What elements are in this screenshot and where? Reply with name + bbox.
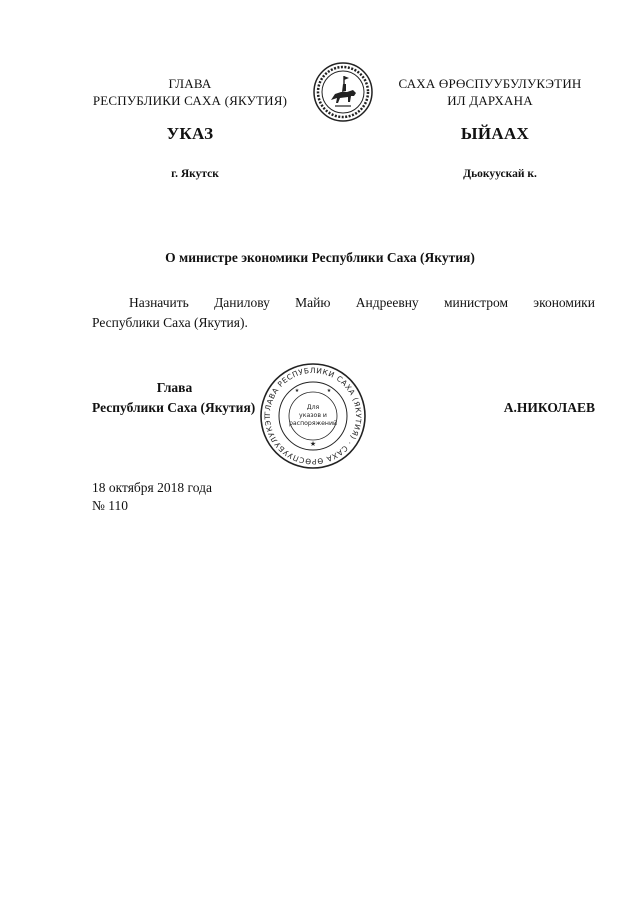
city-ru: г. Якутск <box>171 168 219 180</box>
header-left-line1: ГЛАВА <box>168 76 212 91</box>
stamp-center-line1: Для <box>306 404 320 411</box>
coat-of-arms-emblem <box>313 62 373 122</box>
emblem-icon <box>313 62 373 122</box>
official-stamp <box>259 362 367 470</box>
header-right-line2: ИЛ ДАРХАНА <box>447 93 533 108</box>
stamp-star-icon: ★ <box>309 440 317 448</box>
document-number: № 110 <box>92 498 129 513</box>
header-right <box>385 75 595 109</box>
document-title: О министре экономики Республики Саха (Якутия) <box>165 250 475 265</box>
body-word: экономики <box>533 295 595 310</box>
body-word: Андреевну <box>355 295 419 310</box>
stamp-center-line2: указов и <box>299 412 327 419</box>
signature-position-line2: Республики Саха (Якутия) <box>92 400 256 415</box>
body-line2: Республики Саха (Якутия). <box>92 315 248 330</box>
header-left-line2: РЕСПУБЛИКИ САХА (ЯКУТИЯ) <box>92 93 288 108</box>
city-sah: Дьокуускай к. <box>463 168 537 180</box>
document-date: 18 октября 2018 года <box>92 480 212 495</box>
body-word: Назначить <box>129 295 189 310</box>
stamp-seal-icon <box>259 362 367 470</box>
doc-type-ru: УКАЗ <box>166 124 214 143</box>
stamp-star-icon: ★ <box>326 388 332 394</box>
body-word: министром <box>443 295 509 310</box>
body-word: Данилову <box>214 295 270 310</box>
body-paragraph <box>92 293 595 333</box>
signatory-name: А.НИКОЛАЕВ <box>503 400 595 415</box>
header-left <box>80 75 300 109</box>
doc-type-sah: ЫЙААХ <box>460 124 530 143</box>
signature-position-line1: Глава <box>156 380 193 395</box>
body-word: Майю <box>295 295 331 310</box>
body-line1 <box>92 293 595 313</box>
stamp-star-icon: ★ <box>294 388 300 394</box>
stamp-center-line3: распоряжений <box>288 420 338 427</box>
header-right-line1: САХА ӨРӨСПУУБУЛУКЭТИН <box>398 76 582 91</box>
stamp-ring-text: ГЛАВА РЕСПУБЛИКИ САХА (ЯКУТИЯ) · САХА ӨРӨСПУУБУЛУКЭТ <box>262 365 364 467</box>
